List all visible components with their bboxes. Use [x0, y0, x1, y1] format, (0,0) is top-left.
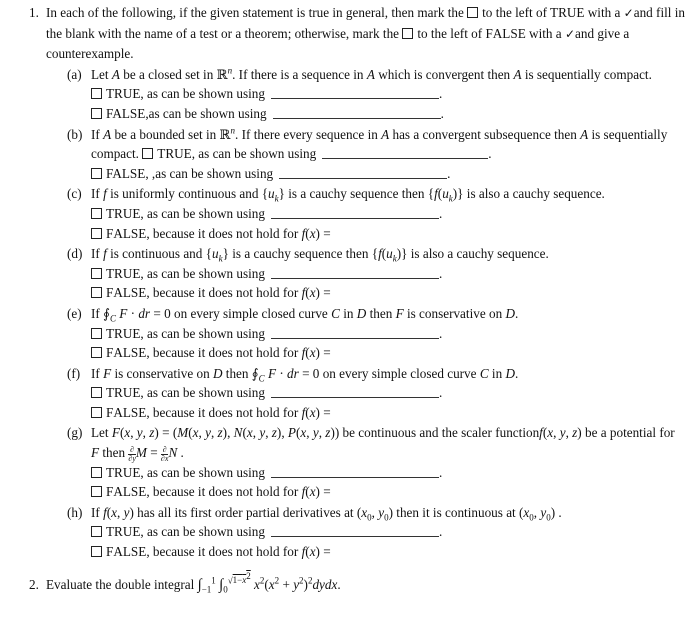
part-h: (h) If f(x, y) has all its first order partial derivatives at ($x_0$, $y_0$) then it is continuous at ($x_0$, $y_0$) . TRUE, as can be shown using . FALSE, because it does not hold for f(x) = — [46, 503, 686, 562]
part-statement: If f is continuous and $\{u_k\}$ is a cauchy sequence then $\{f(u_k)\}$ is also a cauchy sequence. — [91, 246, 549, 264]
question-1-intro: In each of the following, if the given statement is true in general, then mark the to the left of TRUE with a ✓and fill in the blank with the name of a test or a theorem; otherwise, mark the to the left of FALSE with a ✓and give a counterexample. — [46, 5, 685, 62]
true-checkbox[interactable] — [91, 467, 102, 478]
answer-blank[interactable] — [271, 466, 439, 478]
question-2-text: Evaluate the double integral $\int_{-1}^1$ $\int_0^{√1-x^2}$ $x^2(x^2$ + $y^2)^2dydx$. — [46, 571, 341, 595]
question-1-parts — [46, 65, 686, 562]
part-statement: Let A be a closed set in ℝ$^n$. If there is a sequence in A which is convergent then A is sequentially compact. — [91, 65, 652, 82]
question-1 — [16, 3, 686, 562]
answer-blank[interactable] — [271, 327, 439, 339]
option-true: TRUE, as can be shown using . — [91, 463, 686, 483]
false-checkbox[interactable] — [91, 228, 102, 239]
answer-blank[interactable] — [271, 87, 439, 99]
part-a: (a) Let A be a closed set in ℝ$^n$. If there is a sequence in A which is convergent then A is sequentially compact. TRUE, as can be shown using . FALSE,as can be shown using . — [46, 65, 686, 124]
option-true: TRUE, as can be shown using . — [91, 383, 686, 403]
part-g: (g) Let F(x, y, z) = (M(x, y, z), N(x, y, z), P(x, y, z)) be continuous and the scaler functionf(x, y, z) be a potential for F then $\frac{\partial}{\partial y}$ M = $\frac{\partial}{\partial x}$ N . TRUE, as can be shown using . FALSE, because it does not hold for f(x) = — [46, 423, 686, 501]
false-checkbox[interactable] — [91, 287, 102, 298]
part-d: (d) If f is continuous and $\{u_k\}$ is a cauchy sequence then $\{f(u_k)\}$ is also a cauchy sequence. TRUE, as can be shown using . FALSE, because it does not hold for f(x) = — [46, 244, 686, 303]
true-checkbox[interactable] — [91, 387, 102, 398]
part-c: (c) If f is uniformly continuous and $\{u_k\}$ is a cauchy sequence then $\{f(u_k)\}$ is also a cauchy sequence. TRUE, as can be shown using . FALSE, because it does not hold for f(x) = — [46, 184, 686, 243]
question-number: 2. — [29, 576, 39, 592]
option-true: TRUE, as can be shown using . — [91, 522, 686, 542]
answer-blank[interactable] — [271, 207, 439, 219]
false-checkbox[interactable] — [91, 347, 102, 358]
part-f: (f) If F is conservative on D then $∮_C$ F · dr = 0 on every simple closed curve C in D. TRUE, as can be shown using . FALSE, because it does not hold for f(x) = — [46, 364, 686, 423]
part-statement: If F is conservative on D then $∮_C$ F · dr = 0 on every simple closed curve C in D. — [91, 365, 519, 384]
option-true: TRUE, as can be shown using . — [91, 204, 686, 224]
false-checkbox[interactable] — [91, 168, 102, 179]
option-false: FALSE, because it does not hold for f(x) = — [91, 224, 686, 244]
part-b: (b) If A be a bounded set in ℝ$^n$. If there every sequence in A has a convergent subsequence then A is sequentially compact. TRUE, as can be shown using . FALSE, ,as can be shown using . — [46, 125, 686, 184]
question-number: 1. — [29, 5, 39, 20]
option-false: FALSE, because it does not hold for f(x) = — [91, 482, 686, 502]
part-statement: If f is uniformly continuous and $\{u_k\}$ is a cauchy sequence then $\{f(u_k)\}$ is also a cauchy sequence. — [91, 186, 605, 204]
answer-blank[interactable] — [273, 107, 441, 119]
true-checkbox[interactable] — [142, 148, 153, 159]
answer-blank[interactable] — [271, 386, 439, 398]
option-false: FALSE, because it does not hold for f(x) = — [91, 542, 686, 562]
true-checkbox[interactable] — [91, 526, 102, 537]
false-checkbox[interactable] — [91, 108, 102, 119]
answer-blank[interactable] — [271, 267, 439, 279]
option-false: FALSE, because it does not hold for f(x) = — [91, 283, 686, 303]
true-checkbox[interactable] — [91, 88, 102, 99]
part-e: (e) If $∮_C$ F · dr = 0 on every simple closed curve C in D then F is conservative on D. TRUE, as can be shown using . FALSE, because it does not hold for f(x) = — [46, 304, 686, 363]
false-checkbox[interactable] — [91, 486, 102, 497]
answer-blank[interactable] — [322, 147, 488, 159]
part-statement: If A be a bounded set in ℝ$^n$. If there every sequence in A has a convergent subsequence then A is sequentially compact. TRUE, as can be shown using . — [91, 125, 668, 162]
question-2 — [16, 571, 686, 596]
answer-blank[interactable] — [279, 167, 447, 179]
true-checkbox[interactable] — [91, 268, 102, 279]
option-true: TRUE, as can be shown using . — [91, 264, 686, 284]
option-false: FALSE, ,as can be shown using . — [91, 164, 686, 184]
option-false: FALSE, because it does not hold for f(x) = — [91, 403, 686, 423]
part-statement: If f(x, y) has all its first order partial derivatives at ($x_0$, $y_0$) then it is continuous at ($x_0$, $y_0$) . — [91, 504, 562, 523]
option-true: TRUE, as can be shown using . — [91, 324, 686, 344]
part-statement: Let F(x, y, z) = (M(x, y, z), N(x, y, z), P(x, y, z)) be continuous and the scaler functionf(x, y, z) be a potential for F then $\frac{\partial}{\partial y}$ M = $\frac{\partial}{\partial x}$ N . — [91, 425, 675, 463]
true-checkbox[interactable] — [91, 208, 102, 219]
true-checkbox[interactable] — [91, 328, 102, 339]
false-checkbox[interactable] — [91, 407, 102, 418]
option-false: FALSE, because it does not hold for f(x) = — [91, 343, 686, 363]
option-false: FALSE,as can be shown using . — [91, 104, 686, 124]
false-checkbox[interactable] — [91, 546, 102, 557]
part-statement: If $∮_C$ F · dr = 0 on every simple closed curve C in D then F is conservative on D. — [91, 305, 519, 324]
option-true: TRUE, as can be shown using . — [91, 84, 686, 104]
checkbox-icon — [402, 28, 413, 39]
checkbox-icon — [467, 7, 478, 18]
answer-blank[interactable] — [271, 525, 439, 537]
